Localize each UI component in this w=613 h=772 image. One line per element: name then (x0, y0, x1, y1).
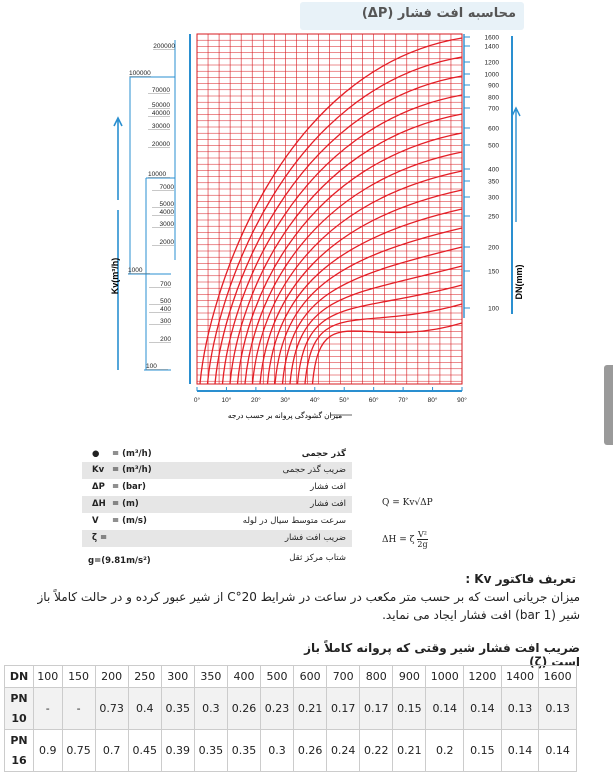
table-header-cell: 1600 (539, 666, 577, 688)
zeta-table-title: ضریب افت فشار شیر وقتی که پروانه کاملاً باز است (ζ) (304, 641, 580, 669)
row-label-top: PN (10, 733, 28, 747)
table-header-cell: 300 (161, 666, 194, 688)
kv-tick-label: 40000 (151, 110, 170, 117)
dn-tick-label: 350 (488, 178, 499, 186)
legend-unit: = (m/s) (112, 516, 147, 526)
legend-unit: = (bar) (112, 482, 146, 492)
legend-symbol: Kv (92, 465, 105, 475)
legend-symbol: ● (92, 449, 100, 459)
fraction-numerator: V² (417, 530, 427, 539)
kv-tick-label: 4000 (159, 209, 174, 216)
legend-symbol: ζ = (92, 533, 108, 543)
kv-tick-label: 400 (160, 306, 171, 313)
kv-tick-label: 2000 (159, 239, 174, 246)
chart-axes (114, 34, 520, 404)
kv-tick-label: 1000 (128, 267, 143, 274)
legend-desc: سرعت متوسط سیال در لوله (242, 516, 346, 526)
table-cell: 0.14 (464, 688, 502, 730)
curve-line (298, 285, 463, 384)
table-cell: 0.73 (95, 688, 128, 730)
x-tick-label: 80° (427, 397, 438, 404)
dn-axis-label: DN(mm) (514, 264, 524, 300)
dn-axis-arrow (512, 108, 520, 222)
x-tick-label: 70° (398, 397, 409, 404)
table-header-cell: 350 (194, 666, 227, 688)
table-cell: 0.14 (501, 730, 539, 772)
gravity-value: g=(9.81m/s²) (88, 556, 151, 566)
kv-tick-label: 70000 (151, 87, 170, 94)
flow-formula: Q = Kv√ΔP (382, 498, 433, 508)
table-cell: 0.17 (327, 688, 360, 730)
y-axis-label: Kv(m³/h) (110, 257, 120, 295)
kv-tick-label: 200000 (153, 43, 175, 50)
table-cell: - (34, 688, 63, 730)
x-tick-label: 0° (193, 397, 201, 404)
legend-row (82, 462, 352, 479)
table-row-label (5, 730, 34, 772)
legend-row (82, 530, 352, 547)
table-header-cell: 600 (294, 666, 327, 688)
x-tick-label: 10° (221, 397, 232, 404)
legend-symbol: ΔP (92, 482, 105, 492)
head-loss-formula-left: ΔH = ζ (382, 535, 415, 545)
dn-tick-label: 800 (488, 94, 499, 102)
legend-desc: ضریب افت فشار (284, 533, 346, 543)
table-cell: 0.39 (161, 730, 194, 772)
table-cell: - (62, 688, 95, 730)
table-header-cell: 1400 (501, 666, 539, 688)
table-header-cell: 500 (261, 666, 294, 688)
table-header-row (5, 666, 577, 688)
table-cell: 0.21 (393, 730, 426, 772)
legend-symbol: ΔH (92, 499, 106, 509)
head-loss-fraction (417, 530, 427, 549)
table-cell: 0.15 (393, 688, 426, 730)
legend-unit: = (m³/h) (112, 465, 152, 475)
dn-tick-label: 100 (488, 305, 499, 313)
table-header-cell: 1000 (426, 666, 464, 688)
zeta-table (4, 665, 577, 772)
table-header-cell: 900 (393, 666, 426, 688)
legend-row (82, 479, 352, 496)
dn-tick-label: 150 (488, 268, 499, 276)
dn-tick-label: 1400 (484, 43, 499, 51)
x-tick-label: 60° (368, 397, 379, 404)
legend-desc: ضریب گذر حجمی (282, 465, 346, 475)
legend-desc: شتاب مرکز ثقل (289, 553, 346, 563)
legend-desc: افت فشار (310, 499, 346, 509)
curve-line (260, 190, 462, 384)
row-label-bottom: 16 (11, 753, 27, 767)
curve-line (208, 57, 463, 384)
legend-unit: = (m) (112, 499, 139, 509)
curve-line (253, 171, 463, 384)
curve-line (245, 152, 462, 384)
legend-row (82, 446, 352, 463)
x-tick-label: 30° (280, 397, 291, 404)
legend-row (82, 496, 352, 513)
curve-line (290, 266, 462, 384)
x-tick-label: 40° (309, 397, 320, 404)
dn-tick-label: 1600 (484, 34, 499, 42)
fraction-denominator: 2g (417, 540, 428, 549)
table-cell: 0.3 (194, 688, 227, 730)
x-tick-label: 90° (457, 397, 467, 404)
table-header-cell: 250 (128, 666, 161, 688)
x-axis-label: میزان گشودگی پروانه بر حسب درجه (227, 411, 343, 420)
table-row (5, 730, 577, 772)
kv-tick-label: 200 (160, 336, 171, 343)
dn-tick-label: 600 (488, 125, 499, 133)
table-cell: 0.14 (426, 688, 464, 730)
kv-tick-label: 100 (146, 363, 157, 370)
table-header-cell: 100 (34, 666, 63, 688)
dn-tick-label: 1000 (484, 71, 499, 79)
dn-tick-label: 200 (488, 244, 499, 252)
legend-desc: گذر حجمی (301, 449, 346, 459)
dn-tick-label: 400 (488, 166, 499, 174)
table-header-label: DN (5, 666, 34, 688)
table-cell: 0.17 (360, 688, 393, 730)
kv-definition-heading: تعریف فاکتور Kv : (465, 572, 576, 586)
kv-tick-label: 3000 (159, 221, 174, 228)
table-cell: 0.15 (464, 730, 502, 772)
dn-tick-label: 300 (488, 194, 499, 202)
kv-axis-arrow (114, 118, 122, 200)
table-cell: 0.26 (227, 688, 260, 730)
kv-tick-label: 700 (160, 281, 171, 288)
x-tick-label: 50° (339, 397, 350, 404)
table-cell: 0.13 (539, 688, 577, 730)
table-cell: 0.24 (327, 730, 360, 772)
table-header-cell: 1200 (464, 666, 502, 688)
table-header-cell: 800 (360, 666, 393, 688)
table-cell: 0.3 (261, 730, 294, 772)
table-cell: 0.22 (360, 730, 393, 772)
x-tick-label: 20° (250, 397, 261, 404)
head-loss-formula (382, 530, 428, 549)
table-header-cell: 700 (327, 666, 360, 688)
table-cell: 0.45 (128, 730, 161, 772)
dn-tick-label: 700 (488, 105, 499, 113)
table-header-cell: 150 (62, 666, 95, 688)
kv-tick-label: 5000 (159, 201, 174, 208)
table-cell: 0.35 (227, 730, 260, 772)
page-title: محاسبه افت فشار (ΔP) (361, 6, 516, 21)
kv-tick-label: 50000 (151, 102, 170, 109)
kv-tick-label: 30000 (151, 123, 170, 130)
table-cell: 0.26 (294, 730, 327, 772)
row-label-bottom: 10 (11, 711, 27, 725)
kv-tick-label: 10000 (148, 171, 167, 178)
kv-definition-text: میزان جریانی است که بر حسب متر مکعب در ساعت در شرایط 20°C از شیر عبور کرده و در حالت کاملاً باز شیر (1 bar) افت فشار ایجاد می نماید. (37, 590, 580, 622)
table-row-label (5, 688, 34, 730)
table-cell: 0.23 (261, 688, 294, 730)
table-cell: 0.35 (194, 730, 227, 772)
legend-desc: افت فشار (310, 482, 346, 492)
curve-line (275, 228, 462, 384)
legend-unit: = (m³/h) (112, 449, 152, 459)
table-cell: 0.9 (34, 730, 63, 772)
row-label-top: PN (10, 691, 28, 705)
table-cell: 0.13 (501, 688, 539, 730)
kv-tick-label: 20000 (151, 141, 170, 148)
dn-tick-label: 250 (488, 213, 499, 221)
table-row (5, 688, 577, 730)
dn-tick-label: 900 (488, 82, 499, 90)
scrollbar-tab[interactable] (604, 365, 613, 445)
legend-row (82, 513, 352, 530)
legend-symbol: V (92, 516, 99, 526)
kv-tick-label: 300 (160, 318, 171, 325)
dn-tick-label: 1200 (484, 59, 499, 67)
dn-tick-label: 500 (488, 142, 499, 150)
kv-tick-label: 500 (160, 298, 171, 305)
table-cell: 0.21 (294, 688, 327, 730)
table-header-cell: 200 (95, 666, 128, 688)
table-header-cell: 400 (227, 666, 260, 688)
table-cell: 0.35 (161, 688, 194, 730)
kv-tick-label: 7000 (159, 184, 174, 191)
table-cell: 0.7 (95, 730, 128, 772)
table-cell: 0.2 (426, 730, 464, 772)
table-cell: 0.75 (62, 730, 95, 772)
table-cell: 0.4 (128, 688, 161, 730)
kv-tick-label: 100000 (129, 70, 151, 77)
table-cell: 0.14 (539, 730, 577, 772)
